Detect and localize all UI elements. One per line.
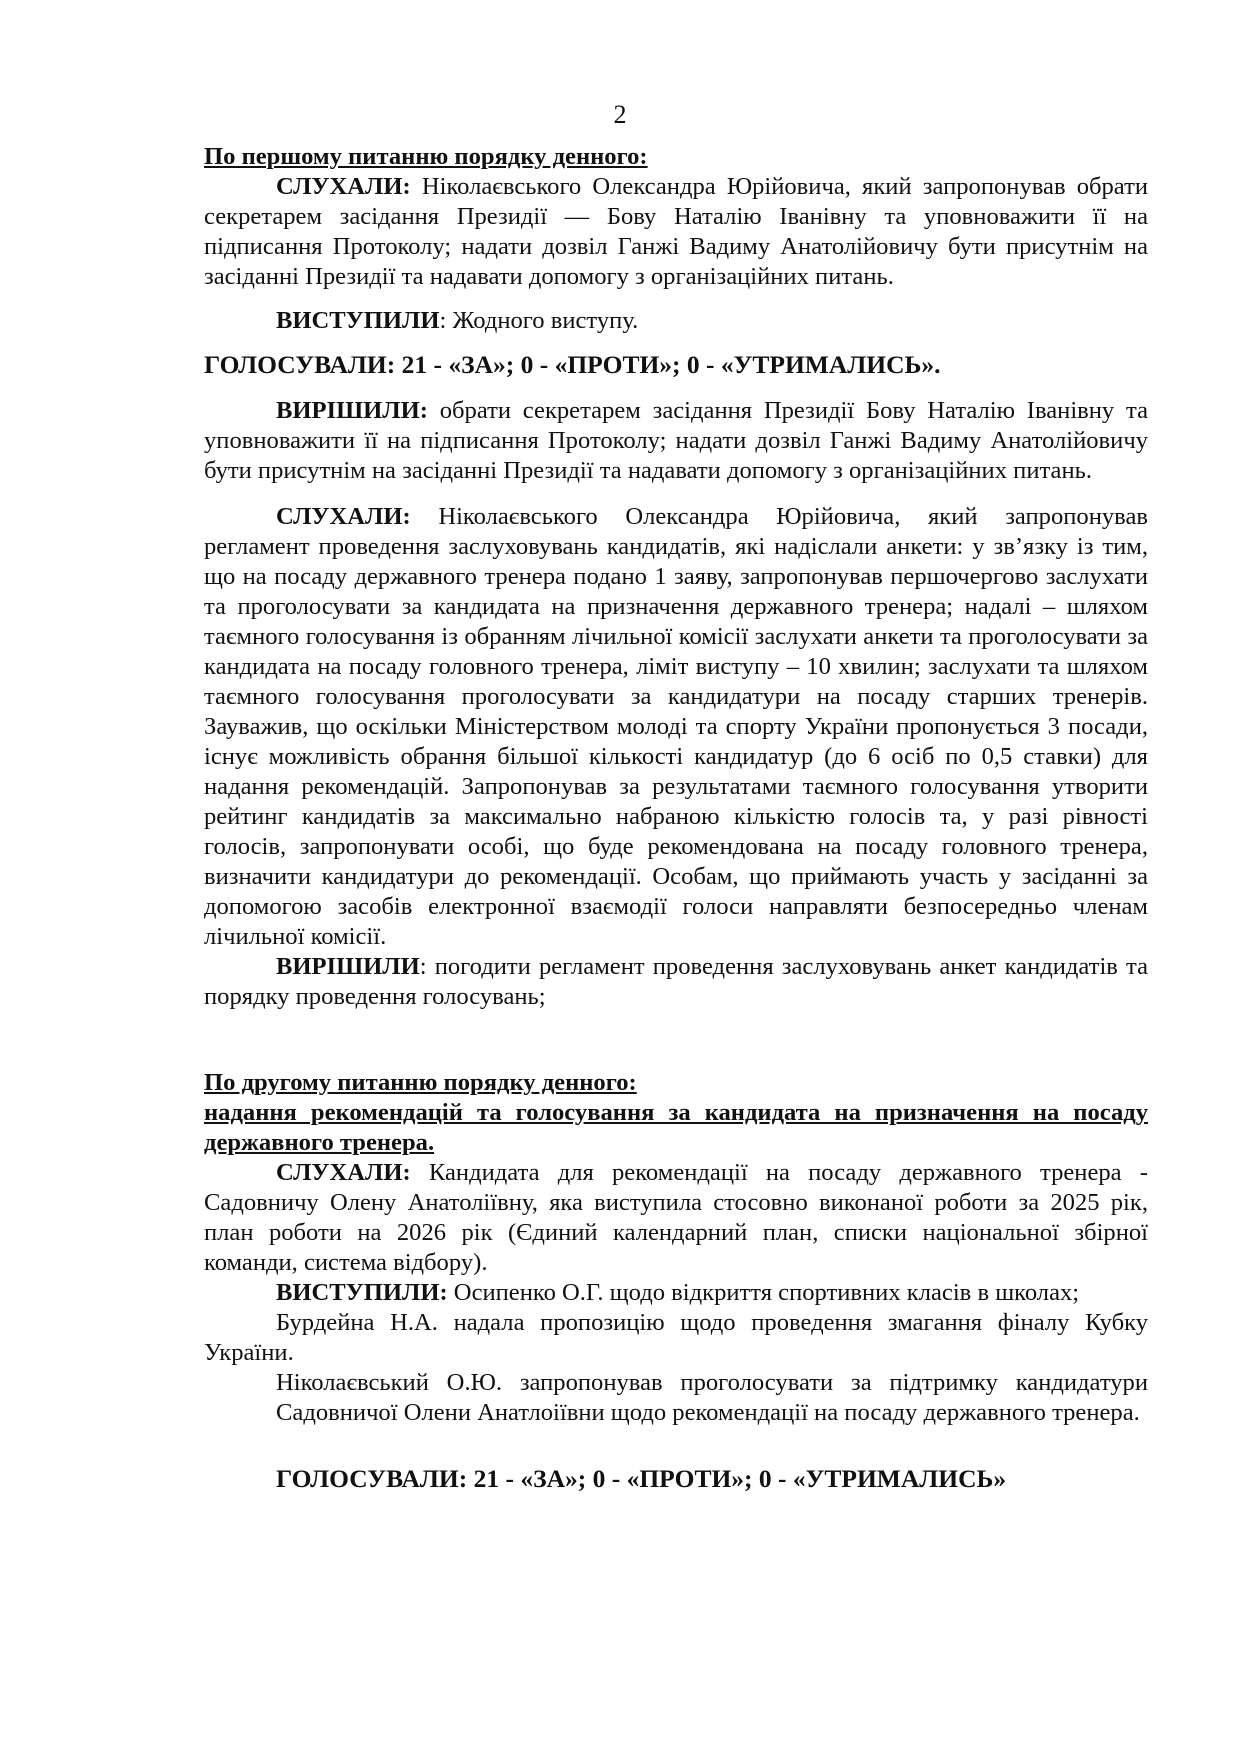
section2-subheading (204, 1098, 1148, 1158)
section-heading-text: По другому питанню порядку денного: (204, 1069, 637, 1096)
decided-label: ВИРІШИЛИ (276, 953, 420, 980)
heard-text: Кандидата для рекомендації на посаду державного тренера - Садовничу Олену Анатоліївну, яка виступила стосовно виконаної роботи за 2025 рік, план роботи на 2026 рік (Єдиний календарний план, списки національної збірної команди, система відбору). (204, 1159, 1148, 1276)
section1-spoke (204, 306, 1148, 336)
heard-label: СЛУХАЛИ: (276, 1159, 411, 1186)
section2-spoke-2: Бурдейна Н.А. надала пропозицію щодо проведення змагання фіналу Кубку України. (204, 1309, 1148, 1366)
section2-vote (204, 1464, 1148, 1494)
section-heading-text: По першому питанню порядку денного: (204, 143, 648, 170)
section2-heading (204, 1068, 1148, 1098)
vote-label: ГОЛОСУВАЛИ (204, 350, 387, 379)
heard-text: Ніколаєвського Олександра Юрійовича, який запропонував регламент проведення заслуховувань кандидатів, які надіслали анкети: у зв’язку із тим, що на посаду державного тренера подано 1 заяву, запропонував першочергово заслухати та проголосувати за кандидата на призначення державного тренера; надалі – шляхом таємного голосування із обранням лічильної комісії заслухати анкети та проголосувати за кандидата на посаду головного тренера, ліміт виступу – 10 хвилин; заслухати та шляхом таємного голосування проголосувати за кандидатури на посаду старших тренерів. Зауважив, що оскільки Міністерством молоді та спорту України пропонується 3 посади, існує можливість обрання більшої кількості кандидатур (до 6 осіб по 0,5 ставки) для надання рекомендацій. Запропонував за результатами таємного голосування утворити рейтинг кандидатів за максимально набраною кількістю голосів та, у разі рівності голосів, запропонувати особі, що буде рекомендована на посаду головного тренера, визначити кандидатури до рекомендації. Особам, що приймають участь у засіданні за допомогою засобів електронної взаємодії голоси направляти безпосередньо членам лічильної комісії. (204, 503, 1148, 950)
section2-spoke (204, 1278, 1148, 1308)
section-subheading-text: надання рекомендацій та голосування за кандидата на призначення на посаду державного тренера. (204, 1099, 1148, 1156)
spoke-text: Осипенко О.Г. щодо відкриття спортивних класів в школах; (447, 1279, 1080, 1306)
section1-decided-1 (204, 396, 1148, 486)
section2-proposal: Ніколаєвський О.Ю. запропонував проголосувати за підтримку кандидатури Садовничої Олени Анатлоіївни щодо рекомендації на посаду державного тренера. (276, 1369, 1148, 1426)
section1-heard-2 (204, 502, 1148, 952)
section2-heard (204, 1158, 1148, 1278)
heard-text: Ніколаєвського Олександра Юрійовича, який запропонував обрати секретарем засідання Президії — Бову Наталію Іванівну та уповноважити її на підписання Протоколу; надати дозвіл Ганжі Вадиму Анатолійовичу бути присутнім на засіданні Президії та надавати допомогу з організаційних питань. (204, 173, 1148, 290)
decided-label: ВИРІШИЛИ: (276, 397, 428, 424)
spoke-text: : Жодного виступу. (439, 307, 639, 334)
decided-text: : погодити регламент проведення заслуховувань анкет кандидатів та порядку проведення голосувань; (204, 953, 1148, 1010)
vote-result: : 21 - «ЗА»; 0 - «ПРОТИ»; 0 - «УТРИМАЛИСЬ». (386, 350, 941, 379)
vote-label: ГОЛОСУВАЛИ (276, 1464, 459, 1493)
spoke-label: ВИСТУПИЛИ (276, 307, 440, 334)
heard-label: СЛУХАЛИ: (276, 503, 411, 530)
section1-heard-1 (204, 172, 1148, 292)
heard-label: СЛУХАЛИ: (276, 173, 411, 200)
page-number: 2 (613, 100, 627, 129)
section1-vote (204, 350, 1148, 380)
spoke-label: ВИСТУПИЛИ: (276, 1279, 448, 1306)
document-body (204, 142, 1148, 1494)
section1-heading (204, 142, 1148, 172)
vote-result: : 21 - «ЗА»; 0 - «ПРОТИ»; 0 - «УТРИМАЛИСЬ» (458, 1464, 1007, 1493)
decided-text: обрати секретарем засідання Президії Бову Наталію Іванівну та уповноважити її на підписання Протоколу; надати дозвіл Ганжі Вадиму Анатолійовичу бути присутнім на засіданні Президії та надавати допомогу з організаційних питань. (204, 397, 1148, 484)
section1-decided-2 (204, 952, 1148, 1012)
